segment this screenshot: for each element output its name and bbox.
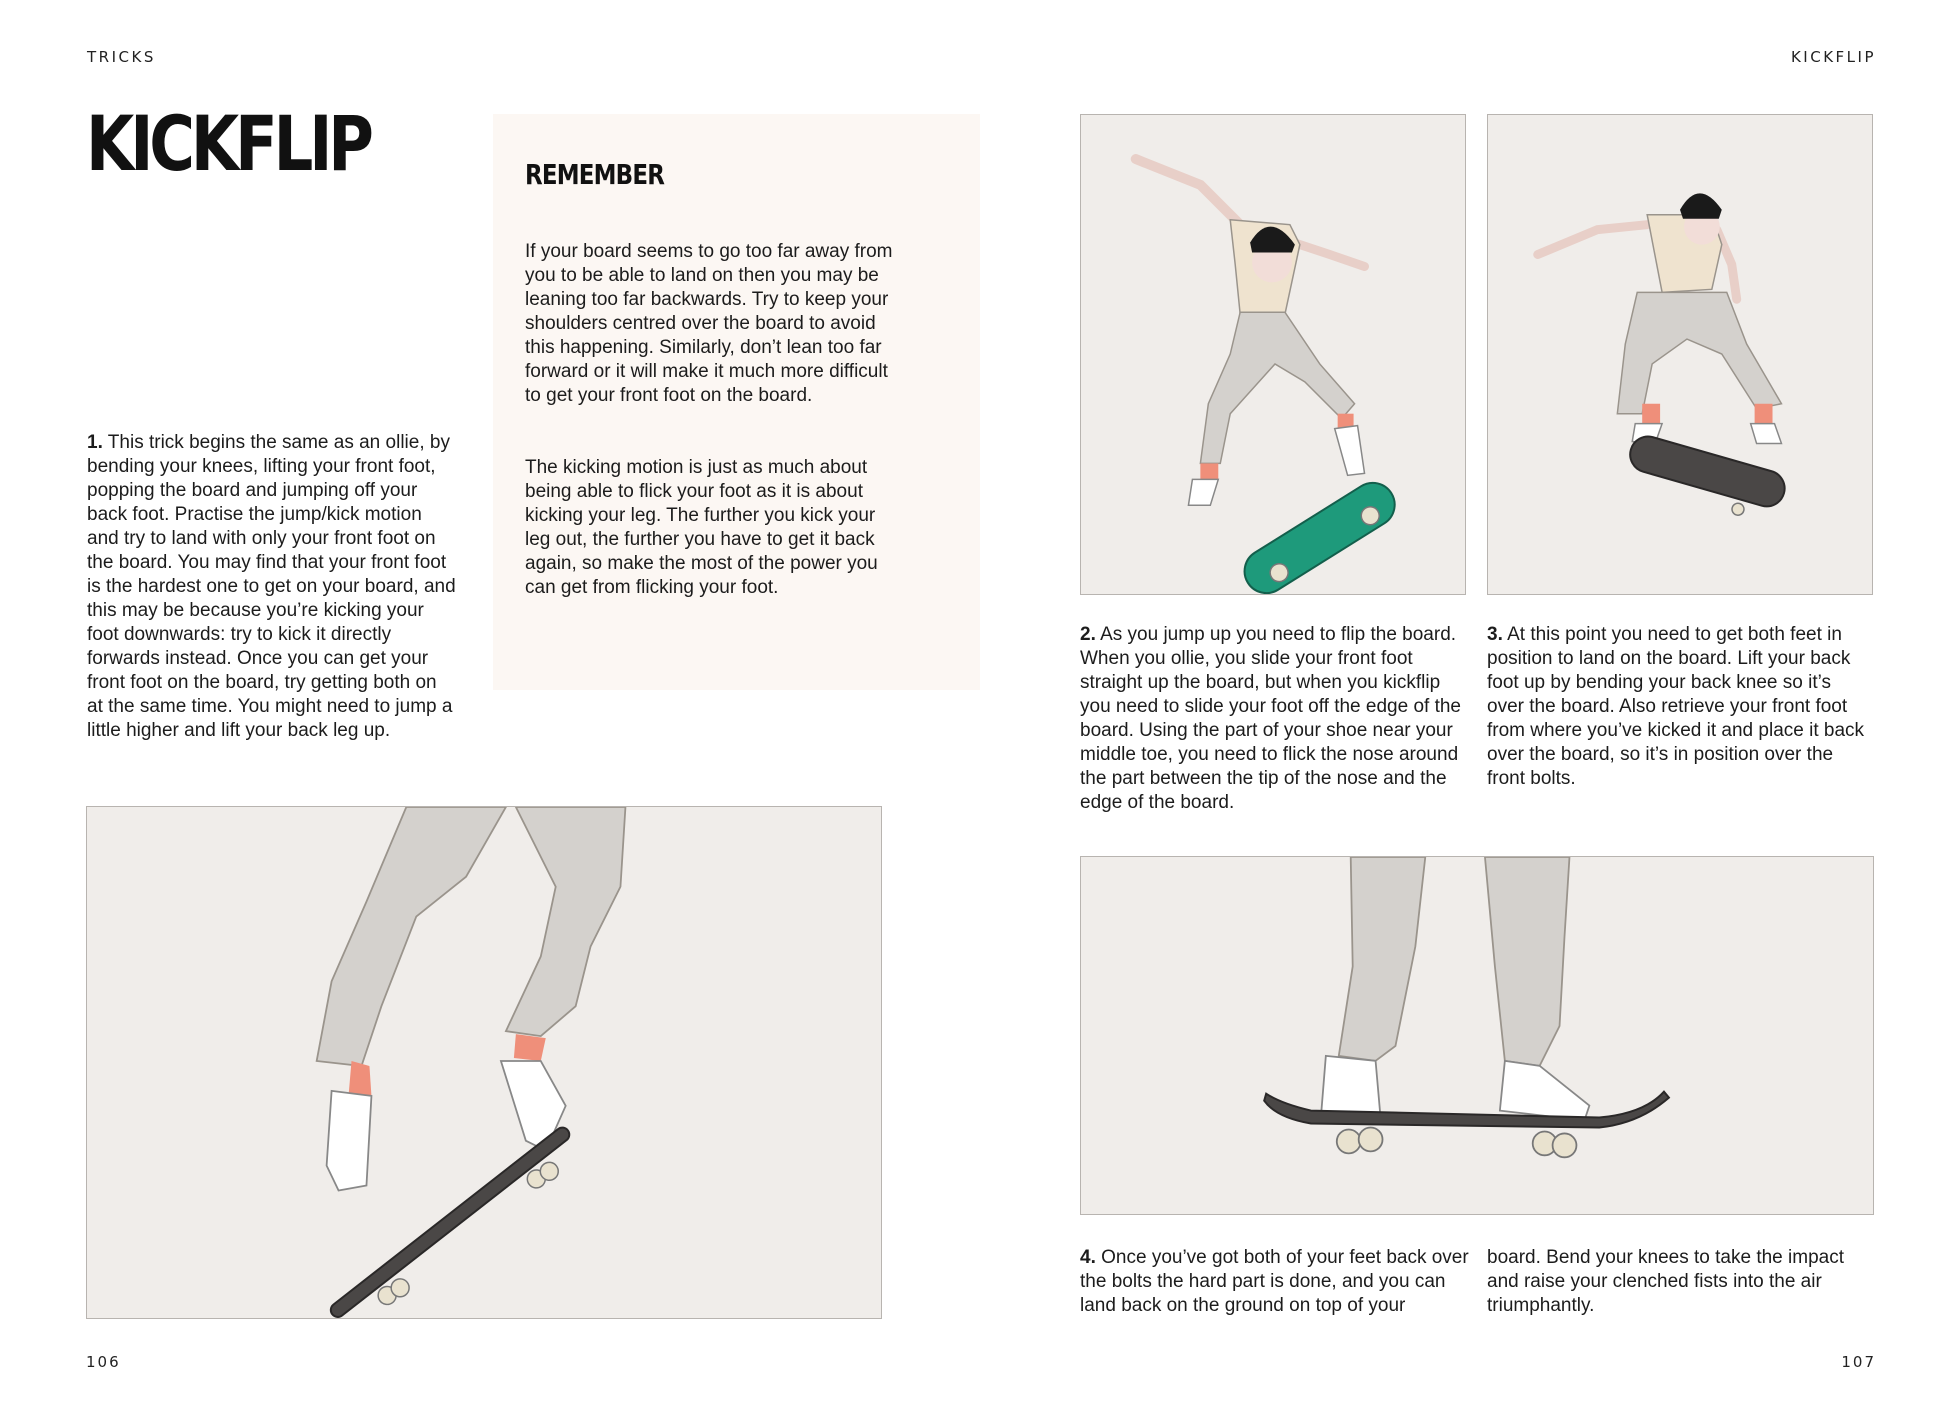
step-4-body: Once you’ve got both of your feet back over the bolts the hard part is done, and you can land back on the ground on top of your <box>1080 1247 1469 1316</box>
remember-paragraph-1: If your board seems to go too far away from you to be able to land on then you may be leaning too far backwards. Try to keep your shoulders centred over the board to avoid this happening. Similarly, don’t lean too far forward or it will make it much more difficult to get your front foot on the board. <box>525 241 893 406</box>
step-2-number: 2. <box>1080 624 1096 645</box>
step-2-body: As you jump up you need to flip the board. When you ollie, you slide your front foot straight up the board, but when you kickflip you need to slide your foot off the edge of the board. Using the part of your shoe near your middle toe, you need to flick the nose around the part between the tip of the nose and the edge of the board. <box>1080 624 1461 813</box>
running-head-left: TRICKS <box>87 48 156 66</box>
step-1-number: 1. <box>87 432 103 453</box>
running-head-right: KICKFLIP <box>1790 48 1876 66</box>
step-3-body: At this point you need to get both feet in position to land on the board. Lift your back foot up by bending your back knee so it’s over the board. Also retrieve your front foot from where you’ve kicked it and place it back over the board, so it’s in position over the front bolts. <box>1487 624 1865 789</box>
skater-airborne-figure <box>1488 115 1872 594</box>
step-3-number: 3. <box>1487 624 1503 645</box>
step-4-text <box>1080 1246 1470 1318</box>
step-4-text-continued: board. Bend your knees to take the impact and raise your clenched fists into the air triumphantly. <box>1487 1247 1844 1316</box>
skater-landing-figure <box>1081 857 1873 1214</box>
page-title: KICKFLIP <box>86 99 370 188</box>
step-3-text <box>1487 623 1872 791</box>
step-1-text <box>87 431 457 743</box>
skater-flick-figure <box>1081 115 1465 594</box>
illustration-step-2 <box>1080 114 1466 595</box>
illustration-step-3 <box>1487 114 1873 595</box>
remember-box <box>493 114 980 690</box>
skater-legs-pop-figure <box>87 807 881 1318</box>
remember-paragraph-2: The kicking motion is just as much about being able to flick your foot as it is about kicking your leg. The further you kick your leg out, the further you have to get it back again, so make the most of the power you can get from flicking your foot. <box>525 457 878 598</box>
step-4-number: 4. <box>1080 1247 1096 1268</box>
illustration-step-1 <box>86 806 882 1319</box>
step-2-text <box>1080 623 1470 815</box>
page-number-right: 107 <box>1841 1353 1876 1371</box>
illustration-step-4 <box>1080 856 1874 1215</box>
page-number-left: 106 <box>86 1353 121 1371</box>
remember-heading: REMEMBER <box>525 158 665 191</box>
step-1-body: This trick begins the same as an ollie, by bending your knees, lifting your front foot, popping the board and jumping off your back foot. Practise the jump/kick motion and try to land with only your front foot on the board. You may find that your front foot is the hardest one to get on your board, and this may be because you’re kicking your foot downwards: try to kick it directly forwards instead. Once you can get your front foot on the board, try getting both on at the same time. You might need to jump a little higher and lift your back leg up. <box>87 432 456 741</box>
